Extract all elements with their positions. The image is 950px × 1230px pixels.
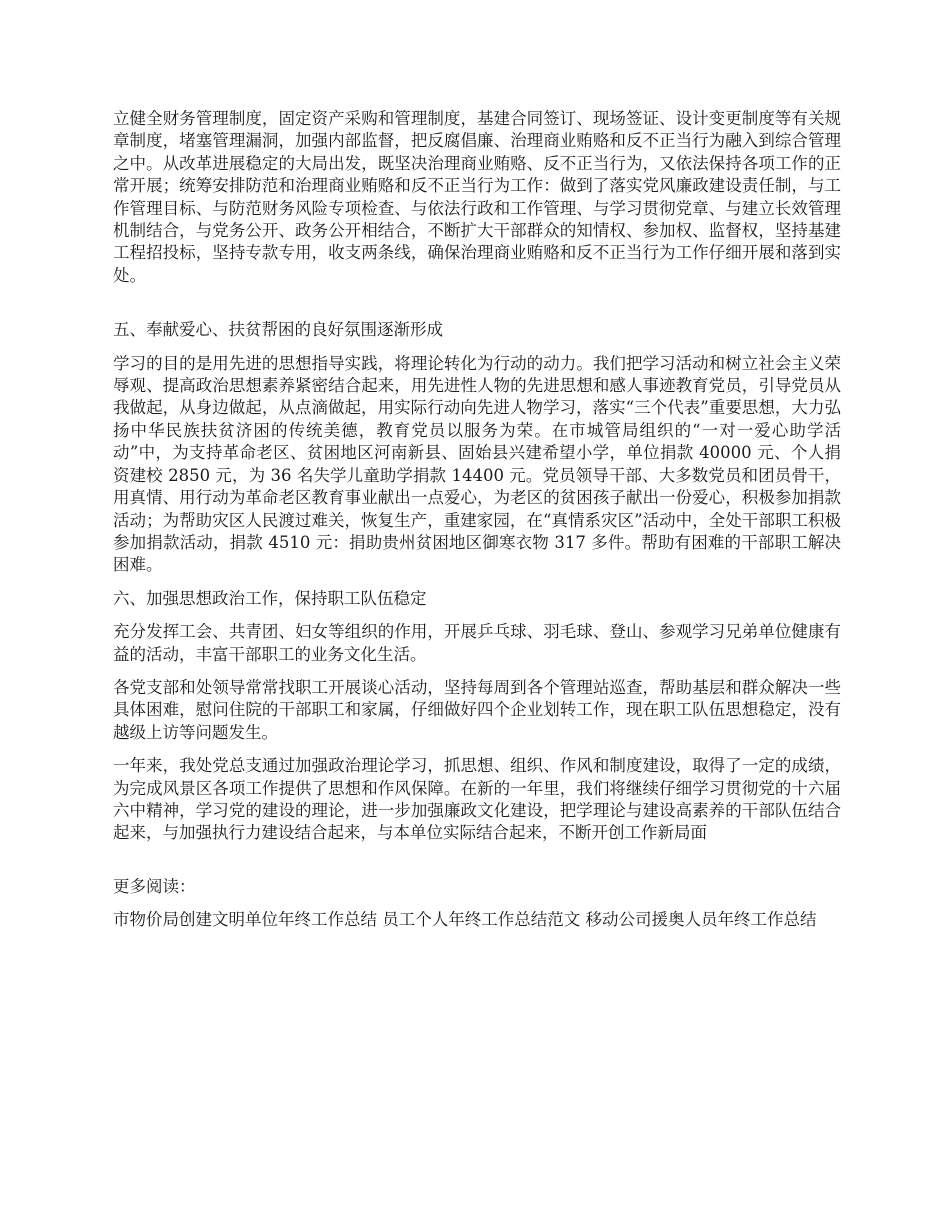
paragraph-union-activities: 充分发挥工会、共青团、妇女等组织的作用，开展乒乓球、羽毛球、登山、参观学习兄弟单位健康有益的活动，丰富干部职工的业务文化生活。 bbox=[113, 622, 841, 664]
section-heading-five: 五、奉献爱心、扶贫帮困的良好氛围逐渐形成 bbox=[113, 320, 443, 340]
paragraph-summary: 一年来，我处党总支通过加强政治理论学习，抓思想、组织、作风和制度建设，取得了一定的成绩，为完成风景区各项工作提供了思想和作风保障。在新的一年里，我们将继续仔细学习贯彻党的十六届六中精神，学习党的建设的理论，进一步加强廉政文化建设，把学理论与建设高素养的干部队伍结合起来，与加强执行力建设结合起来，与本单位实际结合起来，不断开创工作新局面 bbox=[113, 756, 841, 843]
more-reading-label: 更多阅读： bbox=[113, 876, 196, 896]
paragraph-finance-management: 立健全财务管理制度，固定资产采购和管理制度，基建合同签订、现场签证、设计变更制度等有关规章制度，堵塞管理漏洞，加强内部监督，把反腐倡廉、治理商业贿赂和反不正当行为融入到综合管理之中。从改革进展稳定的大局出发，既坚决治理商业贿赂、反不正当行为，又依法保持各项工作的正常开展；统筹安排防范和治理商业贿赂和反不正当行为工作：做到了落实党风廉政建设责任制，与工作管理目标、与防范财务风险专项检查、与依法行政和工作管理、与学习贯彻党章、与建立长效管理机制结合，与党务公开、政务公开相结合，不断扩大干部群众的知情权、参加权、监督权，坚持基建工程招投标，坚持专款专用，收支两条线，确保治理商业贿赂和反不正当行为工作仔细开展和落到实处。 bbox=[113, 109, 841, 285]
more-reading-link-3[interactable]: 移动公司援奥人员年终工作总结 bbox=[585, 910, 817, 930]
more-reading-links bbox=[113, 909, 841, 931]
paragraph-staff-care: 各党支部和处领导常常找职工开展谈心活动，坚持每周到各个管理站巡查，帮助基层和群众解决一些具体困难，慰问住院的干部职工和家属，仔细做好四个企业划转工作，现在职工队伍思想稳定，没有越级上访等问题发生。 bbox=[113, 677, 841, 742]
section-heading-six: 六、加强思想政治工作，保持职工队伍稳定 bbox=[113, 588, 427, 608]
more-reading-link-1[interactable]: 市物价局创建文明单位年终工作总结 bbox=[113, 910, 377, 930]
more-reading-link-2[interactable]: 员工个人年终工作总结范文 bbox=[382, 910, 581, 930]
document-body bbox=[113, 108, 841, 932]
paragraph-charity: 学习的目的是用先进的思想指导实践，将理论转化为行动的动力。我们把学习活动和树立社会主义荣辱观、提高政治思想素养紧密结合起来，用先进性人物的先进思想和感人事迹教育党员，引导党员从我做起，从身边做起，从点滴做起，用实际行动向先进人物学习，落实“三个代表”重要思想，大力弘扬中华民族扶贫济困的传统美德，教育党员以服务为荣。在市城管局组织的“一对一爱心助学活动”中，为支持革命老区、贫困地区河南新县、固始县兴建希望小学，单位捐款 40000 元、个人捐资建校 2850 元，为 36 名失学儿童助学捐款 14400 元。党员领导干部、大多数党员和团员骨干，用真情、用行动为革命老区教育事业献出一点爱心，为老区的贫困孩子献出一份爱心，积极参加捐款活动；为帮助灾区人民渡过难关，恢复生产，重建家园，在“真情系灾区”活动中，全处干部职工积极参加捐款活动，捐款 4510 元：捐助贵州贫困地区御寒衣物 317 多件。帮助有困难的干部职工解决困难。 bbox=[113, 353, 841, 575]
